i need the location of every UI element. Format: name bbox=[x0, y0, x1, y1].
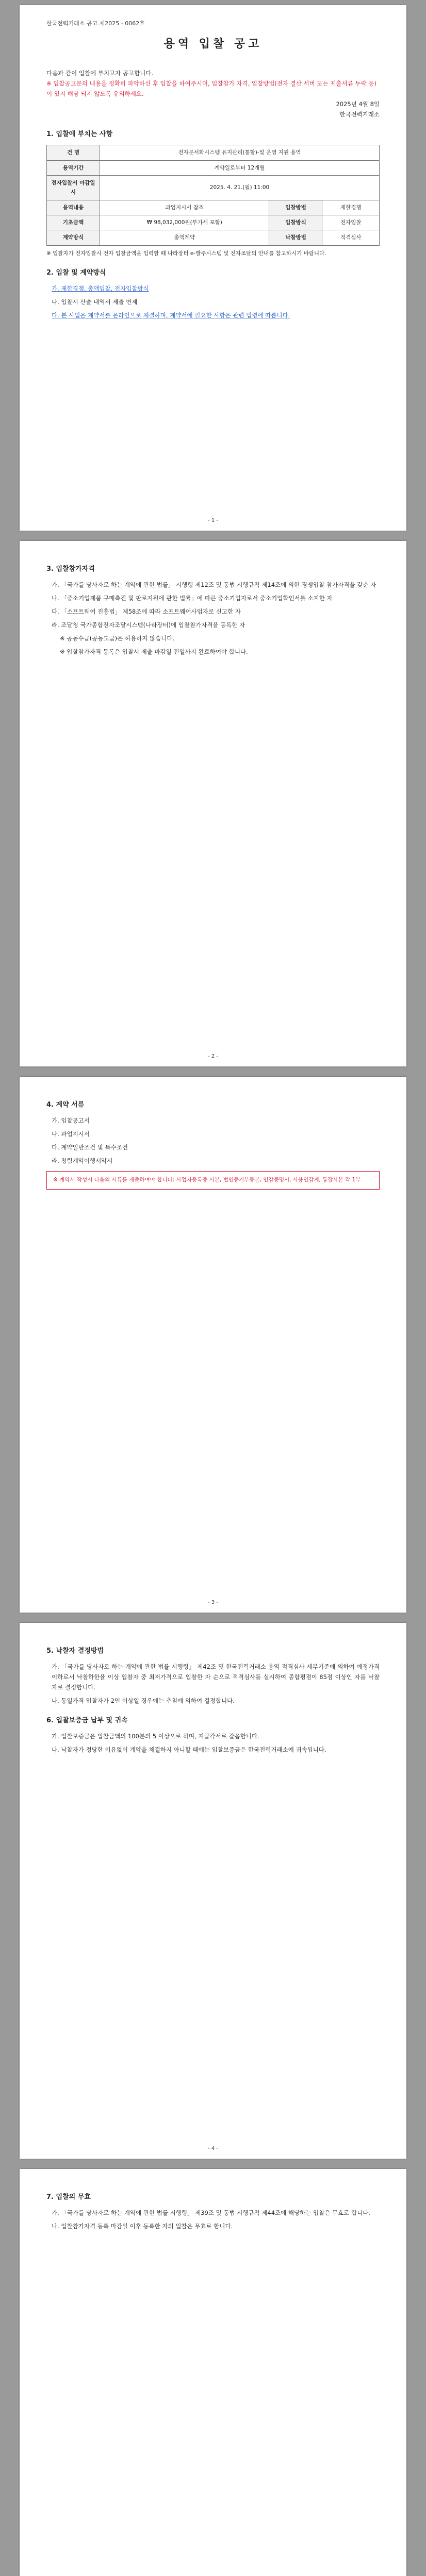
red-notice: ※ 입찰공고문의 내용을 정확히 파악하신 후 입찰을 하여주시며, 입찰참가 자격, 입찰방법(전자 결산 서버 또는 제출서류 누락 등)이 있지 해당 되지 않도록 유의하세요. bbox=[46, 79, 376, 97]
cell-content-h: 용역내용 bbox=[47, 200, 100, 215]
cell-period-v: 계약일로부터 12개월 bbox=[100, 160, 380, 175]
s4-red-box: ※ 계약서 작성시 다음의 서류를 제출하여야 합니다: 사업자등록증 사본, 법인등기부등본, 인감증명서, 사용인감계, 통장사본 각 1부 bbox=[46, 1171, 380, 1190]
page-title: 용역 입찰 공고 bbox=[163, 38, 263, 51]
cell-bid-type-v: 전자입찰 bbox=[322, 215, 380, 230]
s2-item: 다. 본 사업은 계약서를 온라인으로 체결하며, 계약서에 필요한 사항은 관련 법령에 따릅니다. bbox=[52, 312, 290, 319]
s4-item: 가. 입찰공고서 bbox=[52, 1116, 90, 1124]
document-page-5 bbox=[20, 2169, 406, 2576]
cell-period-h: 용역기간 bbox=[47, 160, 100, 175]
page-number: - 4 - bbox=[208, 2146, 218, 2151]
s3-item: 나. 「중소기업제품 구매촉진 및 판로지원에 관한 법률」에 따른 중소기업자로서 중소기업확인서를 소지한 자 bbox=[52, 594, 333, 602]
cell-contract-v: 총액계약 bbox=[100, 230, 269, 245]
s3-item: 라. 조달청 국가종합전자조달시스템(나라장터)에 입찰참가자격을 등록한 자 bbox=[52, 621, 245, 629]
section-3-title: 3. 입찰참가자격 bbox=[46, 565, 95, 573]
s7-item: 가. 「국가를 당사자로 하는 계약에 관한 법률 시행령」 제39조 및 동법 시행규칙 제44조에 해당하는 입찰은 무효로 합니다. bbox=[52, 2209, 370, 2216]
section-2-title: 2. 입찰 및 계약방식 bbox=[46, 269, 106, 277]
cell-award-h: 낙찰방법 bbox=[269, 230, 322, 245]
document-page-2 bbox=[20, 541, 406, 1066]
s3-item: 다. 「소프트웨어 진흥법」 제58조에 따라 소프트웨어사업자로 신고한 자 bbox=[52, 608, 241, 615]
s3-item: 가. 「국가를 당사자로 하는 계약에 관한 법률」 시행령 제12조 및 동법 시행규칙 제14조에 의한 경쟁입찰 참가자격을 갖춘 자 bbox=[52, 581, 376, 588]
s2-item: 나. 입찰시 산출 내역서 제출 면제 bbox=[52, 298, 138, 306]
document-page-3 bbox=[20, 1077, 406, 1613]
cell-deadline-h: 전자입찰서 마감일시 bbox=[47, 175, 100, 200]
cell-award-v: 적격심사 bbox=[322, 230, 380, 245]
table-note: ※ 입찰자가 전자입찰시 전자 입찰금액을 입력할 때 나라장터 e-발주시스템 및 전자조달의 안내를 참고하시기 바랍니다. bbox=[46, 250, 326, 257]
cell-method-h: 입찰방법 bbox=[269, 200, 322, 215]
cell-method-v: 제한경쟁 bbox=[322, 200, 380, 215]
notice-org: 한국전력거래소 bbox=[339, 111, 380, 118]
s4-item: 다. 계약일반조건 및 특수조건 bbox=[52, 1144, 128, 1151]
notice-date: 2025년 4월 8일 bbox=[336, 100, 380, 108]
intro-text: 다음과 같이 입찰에 부치고자 공고합니다. bbox=[46, 69, 154, 77]
page-number: - 1 - bbox=[208, 518, 218, 523]
s3-note: ※ 공동수급(공동도급)은 허용하지 않습니다. bbox=[60, 635, 175, 642]
section-7-title: 7. 입찰의 무효 bbox=[46, 2193, 91, 2201]
page-number: - 3 - bbox=[208, 1600, 218, 1605]
document-page-4 bbox=[20, 1623, 406, 2159]
cell-contract-h: 계약방식 bbox=[47, 230, 100, 245]
cell-name-v: 전자문서화시스템 유지관리(통합)-및 운영 지원 용역 bbox=[100, 145, 380, 160]
s6-item: 나. 낙찰자가 정당한 이유없이 계약을 체결하지 아니할 때에는 입찰보증금은 한국전력거래소에 귀속됩니다. bbox=[52, 1746, 326, 1754]
section-1-title: 1. 입찰에 부치는 사항 bbox=[46, 130, 113, 139]
cell-base-price-h: 기초금액 bbox=[47, 215, 100, 230]
cell-name-h: 건 명 bbox=[47, 145, 100, 160]
s7-item: 나. 입찰참가자격 등록 마감일 이후 등록한 자의 입찰은 무효로 합니다. bbox=[52, 2222, 233, 2230]
section-5-title: 5. 낙찰자 결정방법 bbox=[46, 1647, 104, 1655]
s4-item: 라. 청렴계약이행서약서 bbox=[52, 1157, 113, 1165]
cell-deadline-v: 2025. 4. 21.(월) 11:00 bbox=[100, 175, 380, 200]
s2-item: 가. 제한경쟁, 총액입찰, 전자입찰방식 bbox=[52, 284, 149, 292]
document-page-1 bbox=[20, 5, 406, 531]
s4-item: 나. 과업지시서 bbox=[52, 1130, 90, 1138]
cell-content-v: 과업지시서 참조 bbox=[100, 200, 269, 215]
bid-info-table bbox=[46, 145, 380, 246]
s5-item: 나. 동일가격 입찰자가 2인 이상일 경우에는 추첨에 의하여 결정합니다. bbox=[52, 1697, 235, 1705]
notice-header: 한국전력거래소 공고 제2025 - 0062호 bbox=[46, 20, 145, 27]
s6-item: 가. 입찰보증금은 입찰금액의 100분의 5 이상으로 하며, 지급각서로 갈음합니다. bbox=[52, 1733, 259, 1740]
s5-item: 가. 「국가를 당사자로 하는 계약에 관한 법률 시행령」 제42조 및 한국전력거래소 용역 적격심사 세부기준에 의하여 예정가격 이하로서 낙찰하한율 이상 입찰자 중 최저가격으로 입찰한 자 순으로 적격심사를 실시하여 종합평점이 85점 이상인 자를 낙찰자로 결정합니다. bbox=[52, 1663, 380, 1691]
cell-base-price-v: ₩ 98,032,000원(부가세 포함) bbox=[100, 215, 269, 230]
cell-bid-type-h: 입찰방식 bbox=[269, 215, 322, 230]
s3-note: ※ 입찰참가자격 등록은 입찰서 제출 마감일 전일까지 완료하여야 합니다. bbox=[60, 648, 248, 656]
page-number: - 2 - bbox=[208, 1054, 218, 1059]
section-4-title: 4. 계약 서류 bbox=[46, 1101, 85, 1109]
section-6-title: 6. 입찰보증금 납부 및 귀속 bbox=[46, 1717, 128, 1725]
